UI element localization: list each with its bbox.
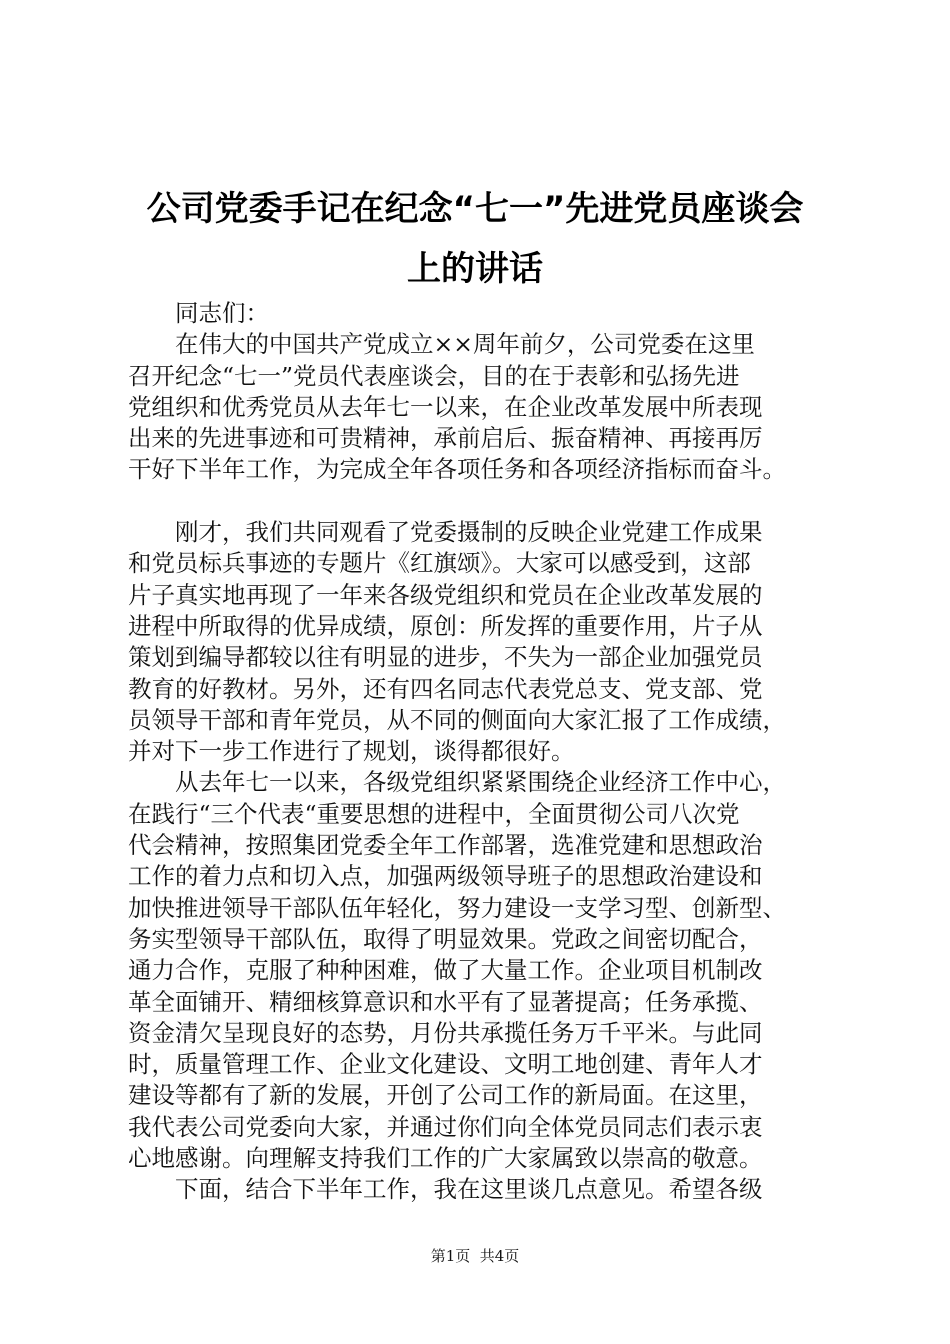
body-line: 同志们： bbox=[128, 299, 269, 327]
body-line: 在践行“三个代表“重要思想的进程中，全面贯彻公司八次党 bbox=[128, 799, 740, 828]
body-line: 通力合作，克服了种种困难，做了大量工作。企业项目机制改 bbox=[128, 956, 763, 985]
body-line: 心地感谢。向理解支持我们工作的广大家属致以崇高的敬意。 bbox=[128, 1144, 763, 1173]
body-line: 员领导干部和青年党员，从不同的侧面向大家汇报了工作成绩， bbox=[128, 705, 786, 734]
body-line: 策划到编导都较以往有明显的进步，不失为一部企业加强党员 bbox=[128, 643, 763, 672]
body-line: 代会精神，按照集团党委全年工作部署，选准党建和思想政治 bbox=[128, 831, 763, 860]
body-line: 从去年七一以来，各级党组织紧紧围绕企业经济工作中心， bbox=[128, 768, 786, 797]
body-line: 我代表公司党委向大家，并通过你们向全体党员同志们表示衷 bbox=[128, 1112, 763, 1141]
body-line: 并对下一步工作进行了规划，谈得都很好。 bbox=[128, 737, 575, 766]
document-title-line-2: 上的讲话 bbox=[407, 249, 543, 289]
body-line: 加快推进领导干部队伍年轻化，努力建设一支学习型、创新型、 bbox=[128, 893, 786, 922]
body-line: 和党员标兵事迹的专题片《红旗颂》。大家可以感受到，这部 bbox=[128, 549, 751, 578]
body-line: 教育的好教材。另外，还有四名同志代表党总支、党支部、党 bbox=[128, 674, 763, 703]
body-line: 出来的先进事迹和可贵精神，承前启后、振奋精神、再接再厉 bbox=[128, 424, 763, 453]
body-line: 工作的着力点和切入点，加强两级领导班子的思想政治建设和 bbox=[128, 862, 763, 891]
body-line: 时，质量管理工作、企业文化建设、文明工地创建、青年人才 bbox=[128, 1050, 763, 1079]
body-line: 下面，结合下半年工作，我在这里谈几点意见。希望各级 bbox=[128, 1175, 763, 1204]
body-line: 刚才，我们共同观看了党委摄制的反映企业党建工作成果 bbox=[128, 518, 763, 547]
body-line: 片子真实地再现了一年来各级党组织和党员在企业改革发展的 bbox=[128, 580, 763, 609]
body-line: 党组织和优秀党员从去年七一以来，在企业改革发展中所表现 bbox=[128, 392, 763, 421]
blank-line bbox=[128, 486, 840, 517]
body-line: 进程中所取得的优异成绩，原创：所发挥的重要作用，片子从 bbox=[128, 611, 763, 640]
body-line: 资金清欠呈现良好的态势，月份共承揽任务万千平米。与此同 bbox=[128, 1018, 763, 1047]
body-line: 干好下半年工作，为完成全年各项任务和各项经济指标而奋斗。 bbox=[128, 455, 786, 484]
body-line: 建设等都有了新的发展，开创了公司工作的新局面。在这里， bbox=[128, 1081, 763, 1110]
body-line: 务实型领导干部队伍，取得了明显效果。党政之间密切配合， bbox=[128, 924, 763, 953]
body-line: 在伟大的中国共产党成立××周年前夕，公司党委在这里 bbox=[128, 330, 755, 359]
document-title-line-1: 公司党委手记在纪念“七一”先进党员座谈会 bbox=[146, 189, 804, 229]
page-footer bbox=[0, 1245, 950, 1266]
page-number: 第1页 共4页 bbox=[430, 1247, 520, 1265]
body-line: 革全面铺开、精细核算意识和水平有了显著提高；任务承揽、 bbox=[128, 987, 763, 1016]
document-body bbox=[128, 298, 840, 1206]
body-line: 召开纪念“七一”党员代表座谈会，目的在于表彰和弘扬先进 bbox=[128, 361, 740, 390]
